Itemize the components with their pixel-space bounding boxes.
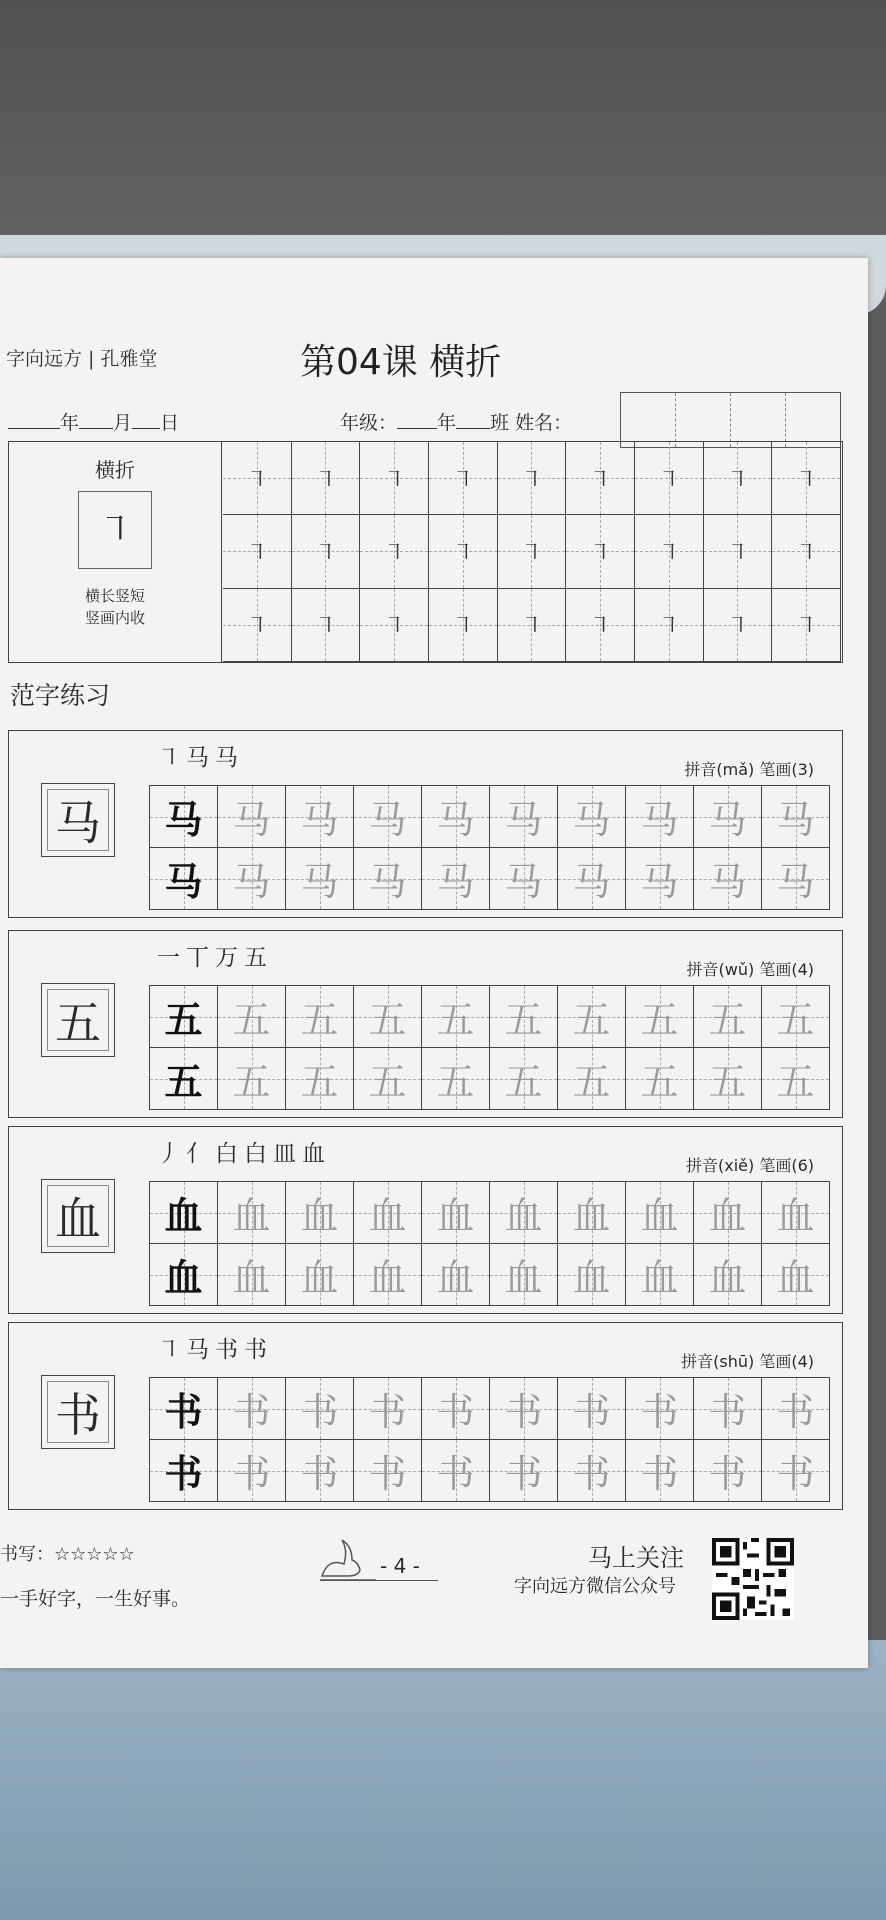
practice-cell[interactable] xyxy=(498,515,567,588)
trace-char: 书 xyxy=(640,1390,679,1434)
example-char: 书 xyxy=(55,1388,101,1442)
practice-cell[interactable] xyxy=(286,1378,354,1440)
stroke-trace-char: ㇕ xyxy=(314,467,337,493)
trace-char: 马 xyxy=(708,798,747,842)
practice-cell[interactable] xyxy=(490,1378,558,1440)
stroke-trace-char: ㇕ xyxy=(657,614,680,640)
stroke-note-line: 横长竖短 xyxy=(84,587,145,605)
practice-cell[interactable] xyxy=(558,786,626,848)
practice-cell[interactable] xyxy=(422,1378,490,1440)
practice-cell[interactable] xyxy=(626,1182,694,1244)
trace-char: 血 xyxy=(640,1256,679,1300)
practice-cell[interactable] xyxy=(490,1244,558,1306)
practice-cell[interactable] xyxy=(354,1378,422,1440)
pinyin-strokes: 拼音(mǎ) 笔画(3) xyxy=(684,760,814,779)
practice-cell[interactable] xyxy=(490,1048,558,1110)
stroke-trace-char: ㇕ xyxy=(314,614,337,640)
trace-char: 五 xyxy=(368,1060,407,1104)
stroke-demo-box xyxy=(78,491,152,569)
practice-cell[interactable] xyxy=(429,589,498,662)
stroke-order: ㇕马书书 xyxy=(157,1337,273,1363)
follow-title: 马上关注 xyxy=(588,1544,684,1572)
practice-cell[interactable] xyxy=(694,848,762,910)
model-char: 血 xyxy=(164,1255,203,1300)
trace-char: 书 xyxy=(572,1390,611,1434)
practice-cell[interactable] xyxy=(218,1048,286,1110)
practice-cell[interactable] xyxy=(286,786,354,848)
example-char: 马 xyxy=(55,796,101,850)
stroke-trace-char: ㇕ xyxy=(383,540,406,566)
practice-cell[interactable] xyxy=(704,442,773,515)
trace-char: 书 xyxy=(232,1452,271,1496)
practice-cell[interactable] xyxy=(286,986,354,1048)
practice-cell[interactable] xyxy=(223,589,292,662)
stroke-trace-char: ㇕ xyxy=(451,467,474,493)
practice-cell[interactable] xyxy=(558,1440,626,1502)
practice-cell[interactable] xyxy=(626,1048,694,1110)
practice-cell[interactable] xyxy=(566,589,635,662)
practice-cell[interactable] xyxy=(498,589,567,662)
trace-char: 血 xyxy=(436,1256,475,1300)
practice-cell[interactable] xyxy=(223,442,292,515)
practice-grid[interactable] xyxy=(149,1181,830,1306)
trace-char: 血 xyxy=(504,1194,543,1238)
practice-cell[interactable] xyxy=(490,1440,558,1502)
model-char: 血 xyxy=(164,1193,203,1238)
trace-char: 五 xyxy=(232,1060,271,1104)
background-bedsheet xyxy=(0,1640,886,1920)
practice-cell[interactable] xyxy=(422,986,490,1048)
stroke-trace-char: ㇕ xyxy=(451,614,474,640)
trace-char: 五 xyxy=(572,1060,611,1104)
practice-cell[interactable] xyxy=(286,1048,354,1110)
character-block xyxy=(8,930,843,1118)
model-char-cell[interactable] xyxy=(150,1378,218,1440)
trace-char: 血 xyxy=(776,1256,815,1300)
character-block xyxy=(8,1126,843,1314)
trace-char: 马 xyxy=(300,860,339,904)
practice-cell[interactable] xyxy=(762,1378,830,1440)
trace-char: 马 xyxy=(504,798,543,842)
stroke-order: 丿亻白白皿血 xyxy=(157,1141,331,1167)
trace-char: 书 xyxy=(708,1452,747,1496)
model-char-cell[interactable] xyxy=(150,786,218,848)
trace-char: 书 xyxy=(300,1390,339,1434)
practice-cell[interactable] xyxy=(218,1182,286,1244)
practice-grid[interactable] xyxy=(149,985,830,1110)
model-char: 五 xyxy=(164,997,203,1042)
practice-cell[interactable] xyxy=(422,1048,490,1110)
practice-cell[interactable] xyxy=(626,1378,694,1440)
stroke-trace-char: ㇕ xyxy=(245,614,268,640)
example-char-box xyxy=(41,783,115,857)
character-block xyxy=(8,1322,843,1510)
pinyin-strokes: 拼音(xiě) 笔画(6) xyxy=(686,1156,814,1175)
trace-char: 五 xyxy=(436,1060,475,1104)
example-char-box xyxy=(41,983,115,1057)
practice-cell[interactable] xyxy=(218,986,286,1048)
practice-cell[interactable] xyxy=(558,1244,626,1306)
model-char-cell[interactable] xyxy=(150,1244,218,1306)
stroke-trace-char: ㇕ xyxy=(589,467,612,493)
trace-char: 马 xyxy=(436,860,475,904)
stroke-order: 一丅万五 xyxy=(157,945,273,971)
trace-char: 血 xyxy=(708,1256,747,1300)
practice-cell[interactable] xyxy=(360,515,429,588)
trace-char: 马 xyxy=(640,798,679,842)
stroke-trace-char: ㇕ xyxy=(383,467,406,493)
grade-year-label: 年 xyxy=(437,412,457,434)
practice-cell[interactable] xyxy=(558,1182,626,1244)
trace-char: 书 xyxy=(572,1452,611,1496)
stroke-demo-char: ㇕ xyxy=(98,510,132,550)
trace-char: 书 xyxy=(776,1452,815,1496)
example-char-box xyxy=(41,1179,115,1253)
stroke-trace-char: ㇕ xyxy=(657,467,680,493)
practice-cell[interactable] xyxy=(772,442,841,515)
practice-cell[interactable] xyxy=(498,442,567,515)
practice-cell[interactable] xyxy=(626,986,694,1048)
practice-cell[interactable] xyxy=(223,515,292,588)
practice-cell[interactable] xyxy=(762,786,830,848)
model-char-cell[interactable] xyxy=(150,848,218,910)
practice-cell[interactable] xyxy=(558,848,626,910)
practice-cell[interactable] xyxy=(422,1244,490,1306)
name-box[interactable] xyxy=(786,393,840,447)
practice-cell[interactable] xyxy=(218,1378,286,1440)
practice-cell[interactable] xyxy=(694,1440,762,1502)
practice-cell[interactable] xyxy=(762,1440,830,1502)
stroke-trace-char: ㇕ xyxy=(520,467,543,493)
practice-cell[interactable] xyxy=(694,1244,762,1306)
stroke-intro xyxy=(9,442,222,662)
trace-char: 血 xyxy=(572,1194,611,1238)
stroke-note xyxy=(9,585,221,629)
stroke-name: 横折 xyxy=(95,458,135,482)
trace-char: 五 xyxy=(776,1060,815,1104)
stroke-note-line: 竖画内收 xyxy=(84,609,145,627)
practice-cell[interactable] xyxy=(558,1048,626,1110)
practice-cell[interactable] xyxy=(566,442,635,515)
practice-cell[interactable] xyxy=(286,848,354,910)
trace-char: 血 xyxy=(232,1256,271,1300)
stroke-order: ㇕马马 xyxy=(157,745,244,771)
model-char: 马 xyxy=(164,797,203,842)
trace-char: 五 xyxy=(504,1060,543,1104)
model-char: 书 xyxy=(164,1389,203,1434)
practice-cell[interactable] xyxy=(422,1182,490,1244)
practice-cell[interactable] xyxy=(762,1182,830,1244)
class-name-label: 班 姓名： xyxy=(490,412,573,434)
trace-char: 马 xyxy=(436,798,475,842)
trace-char: 马 xyxy=(232,860,271,904)
practice-cell[interactable] xyxy=(422,848,490,910)
trace-char: 马 xyxy=(300,798,339,842)
grade-line xyxy=(340,408,572,435)
trace-char: 书 xyxy=(640,1452,679,1496)
trace-char: 五 xyxy=(368,998,407,1042)
practice-cell[interactable] xyxy=(694,986,762,1048)
rabbit-icon xyxy=(318,1536,378,1582)
worksheet-page xyxy=(0,258,868,1668)
stroke-practice-box xyxy=(8,441,843,663)
trace-char: 血 xyxy=(776,1194,815,1238)
trace-char: 血 xyxy=(368,1256,407,1300)
practice-cell[interactable] xyxy=(490,786,558,848)
practice-cell[interactable] xyxy=(694,1182,762,1244)
rating: 书写：☆☆☆☆☆ xyxy=(0,1544,135,1565)
trace-char: 血 xyxy=(504,1256,543,1300)
practice-cell[interactable] xyxy=(218,786,286,848)
trace-char: 书 xyxy=(708,1390,747,1434)
date-line xyxy=(8,408,179,435)
motto: 一手好字，一生好事。 xyxy=(0,1588,191,1610)
practice-cell[interactable] xyxy=(218,1244,286,1306)
practice-cell[interactable] xyxy=(762,986,830,1048)
model-char-cell[interactable] xyxy=(150,1182,218,1244)
trace-char: 书 xyxy=(232,1390,271,1434)
model-char: 马 xyxy=(164,859,203,904)
practice-cell[interactable] xyxy=(490,848,558,910)
practice-cell[interactable] xyxy=(218,848,286,910)
practice-cell[interactable] xyxy=(626,848,694,910)
follow-subtitle: 字向远方微信公众号 xyxy=(514,1576,676,1597)
practice-cell[interactable] xyxy=(360,442,429,515)
trace-char: 五 xyxy=(504,998,543,1042)
practice-cell[interactable] xyxy=(354,1182,422,1244)
practice-cell[interactable] xyxy=(762,848,830,910)
trace-char: 马 xyxy=(572,798,611,842)
trace-char: 五 xyxy=(300,998,339,1042)
trace-char: 马 xyxy=(776,798,815,842)
name-box[interactable] xyxy=(676,393,731,447)
practice-grid[interactable] xyxy=(149,785,830,910)
practice-cell[interactable] xyxy=(762,1244,830,1306)
stroke-grid[interactable] xyxy=(223,442,841,662)
trace-char: 马 xyxy=(776,860,815,904)
trace-char: 马 xyxy=(232,798,271,842)
trace-char: 书 xyxy=(504,1452,543,1496)
trace-char: 马 xyxy=(708,860,747,904)
practice-cell[interactable] xyxy=(558,986,626,1048)
practice-cell[interactable] xyxy=(490,986,558,1048)
page-title: 第04课 横折 xyxy=(300,342,502,383)
model-char: 书 xyxy=(164,1451,203,1496)
stroke-trace-char: ㇕ xyxy=(520,614,543,640)
stroke-trace-char: ㇕ xyxy=(795,540,818,566)
trace-char: 马 xyxy=(368,798,407,842)
practice-cell[interactable] xyxy=(429,442,498,515)
practice-cell[interactable] xyxy=(566,515,635,588)
trace-char: 血 xyxy=(640,1194,679,1238)
name-box[interactable] xyxy=(731,393,786,447)
practice-cell[interactable] xyxy=(762,1048,830,1110)
practice-cell[interactable] xyxy=(626,786,694,848)
trace-char: 书 xyxy=(436,1390,475,1434)
practice-cell[interactable] xyxy=(354,848,422,910)
trace-char: 五 xyxy=(572,998,611,1042)
trace-char: 五 xyxy=(776,998,815,1042)
practice-cell[interactable] xyxy=(490,1182,558,1244)
practice-cell[interactable] xyxy=(429,515,498,588)
stroke-trace-char: ㇕ xyxy=(589,614,612,640)
trace-char: 书 xyxy=(504,1390,543,1434)
trace-char: 五 xyxy=(708,998,747,1042)
practice-cell[interactable] xyxy=(626,1440,694,1502)
practice-cell[interactable] xyxy=(635,515,704,588)
practice-cell[interactable] xyxy=(635,589,704,662)
practice-cell[interactable] xyxy=(286,1440,354,1502)
trace-char: 马 xyxy=(640,860,679,904)
practice-cell[interactable] xyxy=(694,1378,762,1440)
day-label: 日 xyxy=(160,412,180,434)
pinyin-strokes: 拼音(wǔ) 笔画(4) xyxy=(686,960,814,979)
trace-char: 血 xyxy=(232,1194,271,1238)
practice-cell[interactable] xyxy=(422,786,490,848)
practice-cell[interactable] xyxy=(354,986,422,1048)
section-title: 范字练习 xyxy=(10,681,111,710)
brand-logo: 字向远方 | 孔雅堂 xyxy=(6,348,158,370)
practice-cell[interactable] xyxy=(772,515,841,588)
trace-char: 血 xyxy=(572,1256,611,1300)
model-char-cell[interactable] xyxy=(150,986,218,1048)
example-char: 血 xyxy=(55,1192,101,1246)
example-char: 五 xyxy=(55,996,101,1050)
trace-char: 血 xyxy=(708,1194,747,1238)
stroke-trace-char: ㇕ xyxy=(520,540,543,566)
practice-cell[interactable] xyxy=(286,1182,354,1244)
trace-char: 书 xyxy=(776,1390,815,1434)
practice-cell[interactable] xyxy=(558,1378,626,1440)
trace-char: 五 xyxy=(232,998,271,1042)
year-label: 年 xyxy=(60,412,80,434)
practice-cell[interactable] xyxy=(354,786,422,848)
stroke-trace-char: ㇕ xyxy=(657,540,680,566)
model-char-cell[interactable] xyxy=(150,1048,218,1110)
practice-grid[interactable] xyxy=(149,1377,830,1502)
trace-char: 血 xyxy=(436,1194,475,1238)
stroke-trace-char: ㇕ xyxy=(451,540,474,566)
stroke-trace-char: ㇕ xyxy=(383,614,406,640)
trace-char: 书 xyxy=(368,1390,407,1434)
trace-char: 五 xyxy=(640,1060,679,1104)
qr-code-icon[interactable] xyxy=(712,1538,794,1620)
practice-cell[interactable] xyxy=(286,1244,354,1306)
example-char-box xyxy=(41,1375,115,1449)
practice-cell[interactable] xyxy=(626,1244,694,1306)
stroke-trace-char: ㇕ xyxy=(245,540,268,566)
model-char-cell[interactable] xyxy=(150,1440,218,1502)
practice-cell[interactable] xyxy=(354,1440,422,1502)
practice-cell[interactable] xyxy=(422,1440,490,1502)
trace-char: 书 xyxy=(368,1452,407,1496)
practice-cell[interactable] xyxy=(635,442,704,515)
practice-cell[interactable] xyxy=(694,786,762,848)
model-char: 五 xyxy=(164,1059,203,1104)
stroke-trace-char: ㇕ xyxy=(589,540,612,566)
practice-cell[interactable] xyxy=(354,1048,422,1110)
trace-char: 血 xyxy=(300,1194,339,1238)
practice-cell[interactable] xyxy=(704,515,773,588)
month-label: 月 xyxy=(113,412,133,434)
trace-char: 马 xyxy=(368,860,407,904)
stroke-trace-char: ㇕ xyxy=(245,467,268,493)
pinyin-strokes: 拼音(shū) 笔画(4) xyxy=(681,1352,814,1371)
stroke-trace-char: ㇕ xyxy=(795,614,818,640)
practice-cell[interactable] xyxy=(694,1048,762,1110)
stroke-trace-char: ㇕ xyxy=(726,614,749,640)
page-number: - 4 - xyxy=(380,1554,420,1578)
practice-cell[interactable] xyxy=(218,1440,286,1502)
trace-char: 血 xyxy=(368,1194,407,1238)
stroke-trace-char: ㇕ xyxy=(726,540,749,566)
trace-char: 血 xyxy=(300,1256,339,1300)
name-box[interactable] xyxy=(621,393,676,447)
trace-char: 五 xyxy=(640,998,679,1042)
practice-cell[interactable] xyxy=(772,589,841,662)
practice-cell[interactable] xyxy=(292,589,361,662)
trace-char: 马 xyxy=(572,860,611,904)
trace-char: 书 xyxy=(300,1452,339,1496)
practice-cell[interactable] xyxy=(292,442,361,515)
practice-cell[interactable] xyxy=(704,589,773,662)
stroke-trace-char: ㇕ xyxy=(726,467,749,493)
stroke-trace-char: ㇕ xyxy=(314,540,337,566)
trace-char: 五 xyxy=(708,1060,747,1104)
name-boxes[interactable] xyxy=(620,392,841,448)
page-number-underline xyxy=(320,1580,438,1581)
practice-cell[interactable] xyxy=(354,1244,422,1306)
character-block xyxy=(8,730,843,918)
trace-char: 五 xyxy=(436,998,475,1042)
stroke-trace-char: ㇕ xyxy=(795,467,818,493)
practice-cell[interactable] xyxy=(292,515,361,588)
trace-char: 五 xyxy=(300,1060,339,1104)
trace-char: 马 xyxy=(504,860,543,904)
practice-cell[interactable] xyxy=(360,589,429,662)
trace-char: 书 xyxy=(436,1452,475,1496)
grade-label: 年级： xyxy=(340,412,398,434)
